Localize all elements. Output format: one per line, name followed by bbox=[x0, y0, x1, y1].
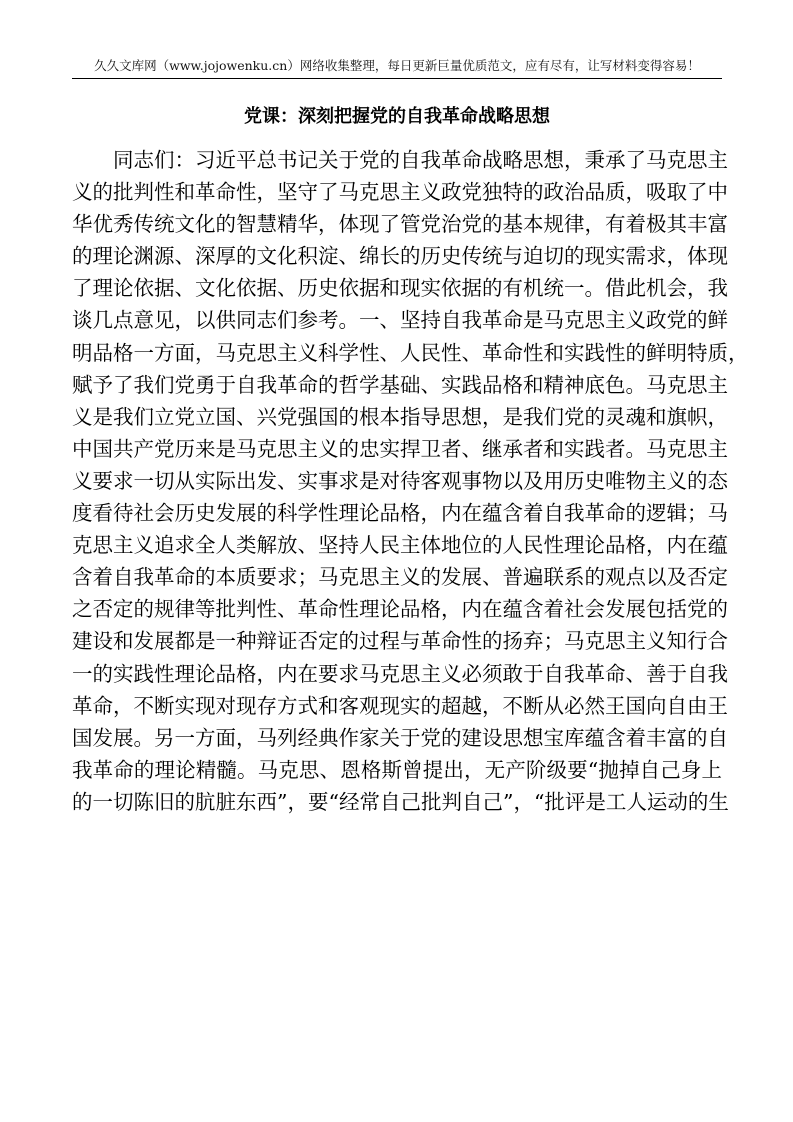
body-line: 义是我们立党立国、兴党强国的根本指导思想，是我们党的灵魂和旗帜， bbox=[72, 404, 728, 429]
body-line: 之否定的规律等批判性、革命性理论品格，内在蕴含着社会发展包括党的 bbox=[72, 597, 728, 622]
body-line: 华优秀传统文化的智慧精华，体现了管党治党的基本规律，有着极其丰富 bbox=[72, 212, 728, 237]
body-line: 含着自我革命的本质要求；马克思主义的发展、普遍联系的观点以及否定 bbox=[72, 565, 728, 590]
header-text: 久久文库网（www.jojowenku.cn）网络收集整理，每日更新巨量优质范文，应有尽有，让写材料变得容易！ bbox=[94, 58, 700, 73]
body-line: 建设和发展都是一种辩证否定的过程与革命性的扬弃；马克思主义知行合 bbox=[72, 629, 728, 654]
body-line: 义要求一切从实际出发、实事求是对待客观事物以及用历史唯物主义的态 bbox=[72, 468, 728, 493]
body-line: 明品格一方面，马克思主义科学性、人民性、革命性和实践性的鲜明特质， bbox=[72, 340, 749, 365]
body-line: 义的批判性和革命性，坚守了马克思主义政党独特的政治品质，吸取了中 bbox=[72, 180, 728, 205]
body-line: 的一切陈旧的肮脏东西”，要“经常自己批判自己”，“批评是工人运动的生 bbox=[72, 789, 729, 814]
body-line: 我革命的理论精髓。马克思、恩格斯曾提出，无产阶级要“抛掉自己身上 bbox=[72, 757, 722, 782]
body-line: 同志们：习近平总书记关于党的自我革命战略思想，秉承了马克思主 bbox=[72, 148, 728, 172]
document-body bbox=[72, 144, 749, 818]
body-line: 革命，不断实现对现存方式和客观现实的超越，不断从必然王国向自由王 bbox=[72, 693, 728, 718]
document-title: 党课：深刻把握党的自我革命战略思想 bbox=[244, 106, 550, 127]
page-header bbox=[72, 56, 722, 79]
body-line: 谈几点意见，以供同志们参考。一、坚持自我革命是马克思主义政党的鲜 bbox=[72, 308, 728, 333]
body-line: 一的实践性理论品格，内在要求马克思主义必须敢于自我革命、善于自我 bbox=[72, 661, 728, 686]
body-line: 赋予了我们党勇于自我革命的哲学基础、实践品格和精神底色。马克思主 bbox=[72, 372, 728, 397]
body-line: 中国共产党历来是马克思主义的忠实捍卫者、继承者和实践者。马克思主 bbox=[72, 436, 728, 461]
body-line: 度看待社会历史发展的科学性理论品格，内在蕴含着自我革命的逻辑；马 bbox=[72, 501, 728, 526]
body-line: 克思主义追求全人类解放、坚持人民主体地位的人民性理论品格，内在蕴 bbox=[72, 533, 728, 558]
body-line: 国发展。另一方面，马列经典作家关于党的建设思想宝库蕴含着丰富的自 bbox=[72, 725, 728, 750]
body-line: 的理论渊源、深厚的文化积淀、绵长的历史传统与迫切的现实需求，体现 bbox=[72, 244, 728, 269]
body-line: 了理论依据、文化依据、历史依据和现实依据的有机统一。借此机会，我 bbox=[72, 276, 728, 301]
